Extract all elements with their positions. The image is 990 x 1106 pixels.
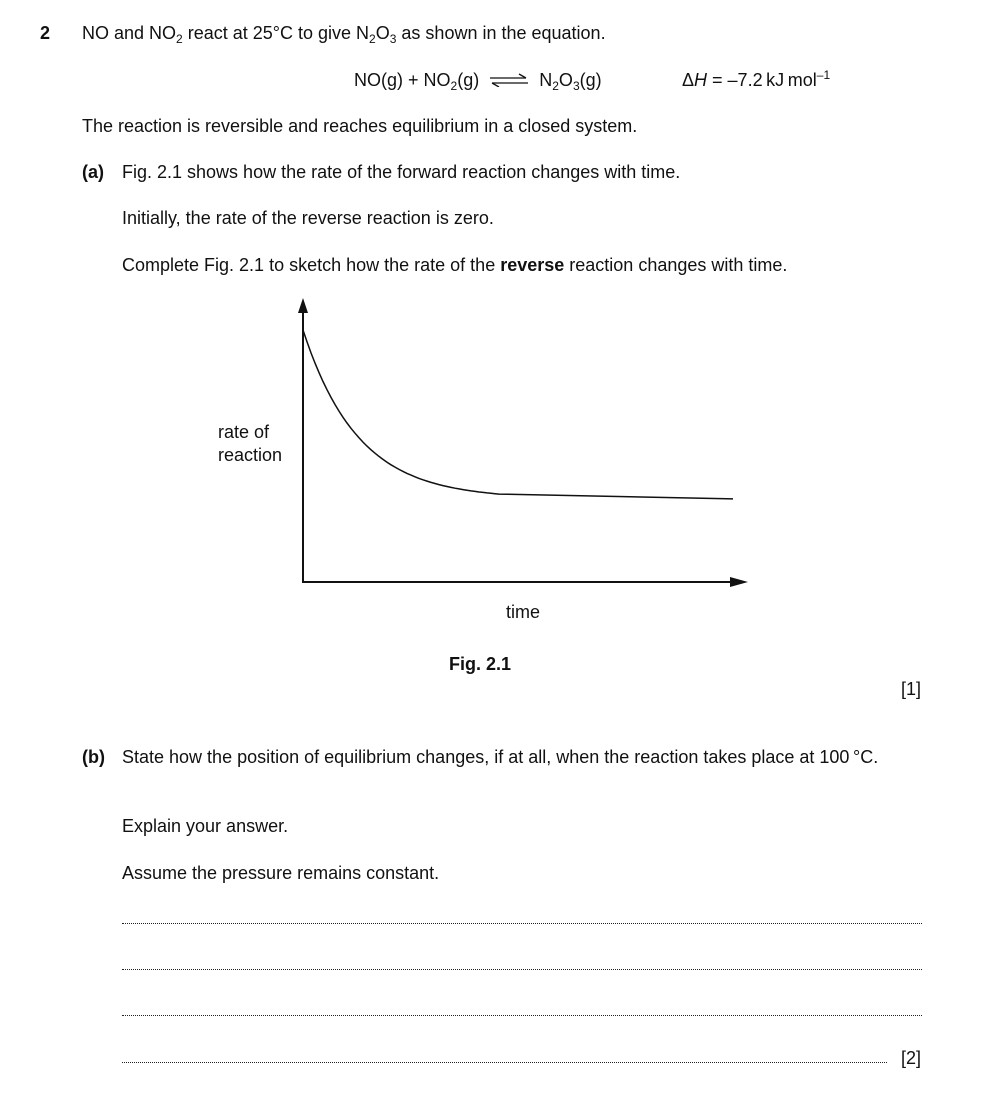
y-axis-label-line1: rate of <box>218 422 270 442</box>
part-b-explain: Explain your answer. <box>122 816 289 836</box>
part-b-assumption: Assume the pressure remains constant. <box>122 863 440 883</box>
reversible-statement: The reaction is reversible and reaches equilibrium in a closed system. <box>82 116 638 136</box>
x-axis-label: time <box>506 602 541 622</box>
question-number: 2 <box>40 23 51 43</box>
figure-caption: Fig. 2.1 <box>449 654 512 674</box>
forward-reaction-curve <box>303 330 733 499</box>
enthalpy-change: ΔH = –7.2 kJ mol$^{-1}$ <box>682 68 831 90</box>
part-b-label: (b) <box>82 747 105 767</box>
answer-line[interactable] <box>122 923 922 924</box>
answer-line[interactable] <box>122 1062 887 1063</box>
answer-line[interactable] <box>122 969 922 970</box>
part-a-instruction: Complete Fig. 2.1 to sketch how the rate of the reverse reaction changes with time. <box>122 255 788 275</box>
part-a-label: (a) <box>82 162 104 182</box>
answer-line[interactable] <box>122 1015 922 1016</box>
y-axis-label-line2: reaction <box>218 445 283 465</box>
part-b-marks: [2] <box>901 1048 922 1068</box>
question-intro: NO and $NO_2$ react at 25°C to give $N_2O_3$ as shown in the equation. <box>82 23 606 46</box>
y-axis-arrow-icon <box>298 298 308 313</box>
x-axis-arrow-icon <box>730 577 748 587</box>
chemical-equation: $NO(g) + NO_2(g)$ $N_2O_3(g)$ <box>354 70 602 93</box>
part-a-line1: Fig. 2.1 shows how the rate of the forward reaction changes with time. <box>122 162 681 182</box>
part-a-marks: [1] <box>901 679 922 699</box>
part-b-question: State how the position of equilibrium changes, if at all, when the reaction takes place at 100 °C. <box>122 747 879 767</box>
part-a-line2: Initially, the rate of the reverse reaction is zero. <box>122 208 494 228</box>
